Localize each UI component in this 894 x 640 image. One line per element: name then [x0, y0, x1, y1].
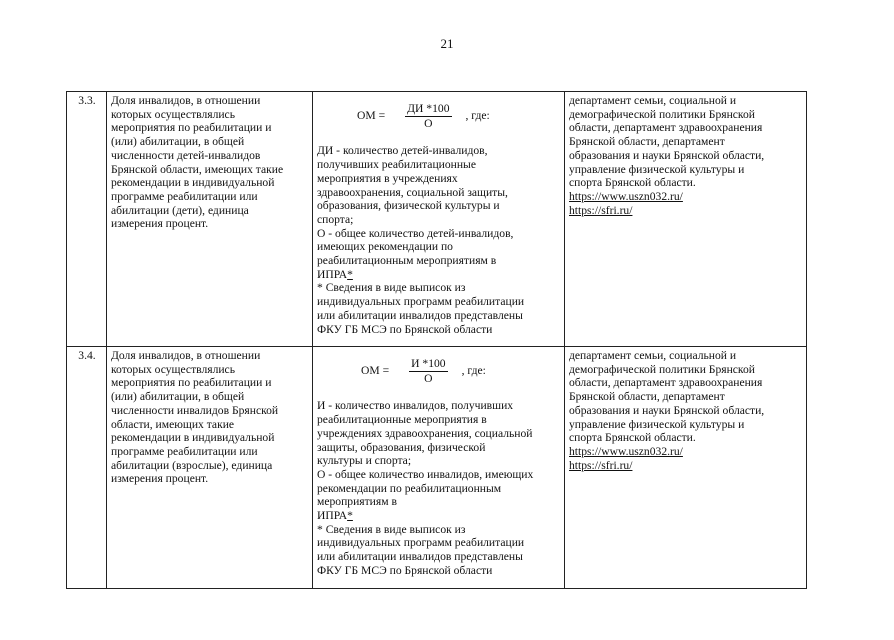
definition-line: получивших реабилитационные	[317, 158, 476, 172]
description-line: (или) абилитации, в общей	[111, 390, 245, 404]
calculation-method	[313, 92, 565, 347]
source-link[interactable]: https://www.uszn032.ru/	[569, 444, 683, 458]
calculation-method	[313, 347, 565, 589]
responsible-line: образования и науки Брянской области,	[569, 403, 765, 417]
description-line: измерения процент.	[111, 217, 209, 231]
indicator-description	[107, 347, 313, 589]
definition-line: мероприятия в учреждениях	[317, 171, 458, 185]
description-line: абилитации (дети), единица	[111, 203, 249, 217]
definition-line: учреждениях здравоохранения, социальной	[317, 426, 533, 440]
definition-line: образования, физической культуры и	[317, 199, 500, 213]
formula-fraction	[405, 102, 451, 130]
footnote-line: ФКУ ГБ МСЭ по Брянской области	[317, 322, 493, 336]
definition-line: О - общее количество инвалидов, имеющих	[317, 467, 534, 481]
definition-line: ДИ - количество детей-инвалидов,	[317, 144, 488, 158]
source-link[interactable]: https://sfri.ru/	[569, 203, 633, 217]
description-line: программе реабилитации или	[111, 444, 258, 458]
responsible-line: Брянской области, департамент	[569, 390, 725, 404]
formula-fraction	[409, 357, 447, 385]
description-line: численности детей-инвалидов	[111, 148, 261, 162]
responsible-line: спорта Брянской области.	[569, 176, 696, 190]
footnote-line: или абилитации инвалидов представлены	[317, 308, 523, 322]
description-line: измерения процент.	[111, 472, 209, 486]
definition-line: спорта;	[317, 212, 354, 226]
formula-numerator: И *100	[411, 357, 446, 370]
definition-line: мероприятиям в	[317, 495, 397, 509]
indicator-description	[107, 92, 313, 347]
footnote-line: индивидуальных программ реабилитации	[317, 536, 525, 550]
formula-tail: , где:	[465, 109, 490, 123]
page-number: 21	[440, 36, 454, 51]
footnote-line: или абилитации инвалидов представлены	[317, 550, 523, 564]
footnote-line: ФКУ ГБ МСЭ по Брянской области	[317, 563, 493, 577]
formula-denominator: О	[424, 116, 433, 130]
definition-line: О - общее количество детей-инвалидов,	[317, 226, 514, 240]
description-line: Доля инвалидов, в отношении	[111, 94, 261, 107]
description-line: рекомендации в индивидуальной	[111, 431, 275, 445]
responsible-line: департамент семьи, социальной и	[569, 349, 737, 362]
definition-line: защиты, образования, физической	[317, 440, 486, 454]
responsible-line: Брянской области, департамент	[569, 135, 725, 149]
description-line: Брянской области, имеющих такие	[111, 162, 284, 176]
formula-denominator: О	[424, 371, 433, 385]
indicators-table	[66, 91, 807, 589]
description-line: которых осуществлялись	[111, 107, 235, 121]
description-line: Доля инвалидов, в отношении	[111, 349, 261, 362]
description-line: мероприятия по реабилитации и	[111, 376, 272, 390]
footnote-line: * Сведения в виде выписок из	[317, 522, 466, 536]
description-line: (или) абилитации, в общей	[111, 135, 245, 149]
definition-line: культуры и спорта;	[317, 454, 412, 468]
footnote-line: * Сведения в виде выписок из	[317, 281, 466, 295]
description-line: мероприятия по реабилитации и	[111, 121, 272, 135]
responsible-line: спорта Брянской области.	[569, 431, 696, 445]
footnote-line: индивидуальных программ реабилитации	[317, 295, 525, 309]
description-line: области, имеющих такие	[111, 417, 235, 431]
formula-tail: , где:	[461, 364, 486, 378]
table-body	[67, 92, 807, 589]
formula	[361, 357, 561, 385]
definition-line: имеющих рекомендации по	[317, 240, 453, 254]
description-line: абилитации (взрослые), единица	[111, 458, 273, 472]
responsible-line: демографической политики Брянской	[569, 362, 755, 376]
definition-line: здравоохранения, социальной защиты,	[317, 185, 508, 199]
row-number: 3.3.	[67, 92, 107, 347]
description-line: рекомендации в индивидуальной	[111, 176, 275, 190]
definition-line: реабилитационным мероприятиям в	[317, 254, 497, 268]
ipra-text: ИПРА	[317, 267, 348, 281]
ipra-footnote-mark: *	[347, 509, 353, 523]
ipra-line	[317, 268, 561, 282]
responsible-line: области, департамент здравоохранения	[569, 121, 763, 135]
row-number: 3.4.	[67, 347, 107, 589]
table-row	[67, 347, 807, 589]
ipra-line	[317, 509, 561, 523]
formula-numerator: ДИ *100	[407, 102, 450, 115]
responsible-line: демографической политики Брянской	[569, 107, 755, 121]
formula-lhs: ОМ =	[361, 364, 390, 378]
responsible-line: департамент семьи, социальной и	[569, 94, 737, 107]
responsible-line: управление физической культуры и	[569, 162, 745, 176]
formula-lhs: ОМ =	[357, 109, 386, 123]
responsible-line: образования и науки Брянской области,	[569, 148, 765, 162]
responsible-bodies	[565, 347, 807, 589]
definition-line: реабилитационные мероприятия в	[317, 413, 487, 427]
description-line: программе реабилитации или	[111, 189, 258, 203]
source-link[interactable]: https://www.uszn032.ru/	[569, 189, 683, 203]
responsible-line: области, департамент здравоохранения	[569, 376, 763, 390]
ipra-footnote-mark: *	[347, 267, 353, 281]
formula	[357, 102, 561, 130]
ipra-text: ИПРА	[317, 509, 348, 523]
description-line: численности инвалидов Брянской	[111, 403, 279, 417]
responsible-line: управление физической культуры и	[569, 417, 745, 431]
definition-line: рекомендации по реабилитационным	[317, 481, 502, 495]
source-link[interactable]: https://sfri.ru/	[569, 458, 633, 472]
table-row	[67, 92, 807, 347]
responsible-bodies	[565, 92, 807, 347]
definition-line: И - количество инвалидов, получивших	[317, 399, 514, 413]
description-line: которых осуществлялись	[111, 362, 235, 376]
